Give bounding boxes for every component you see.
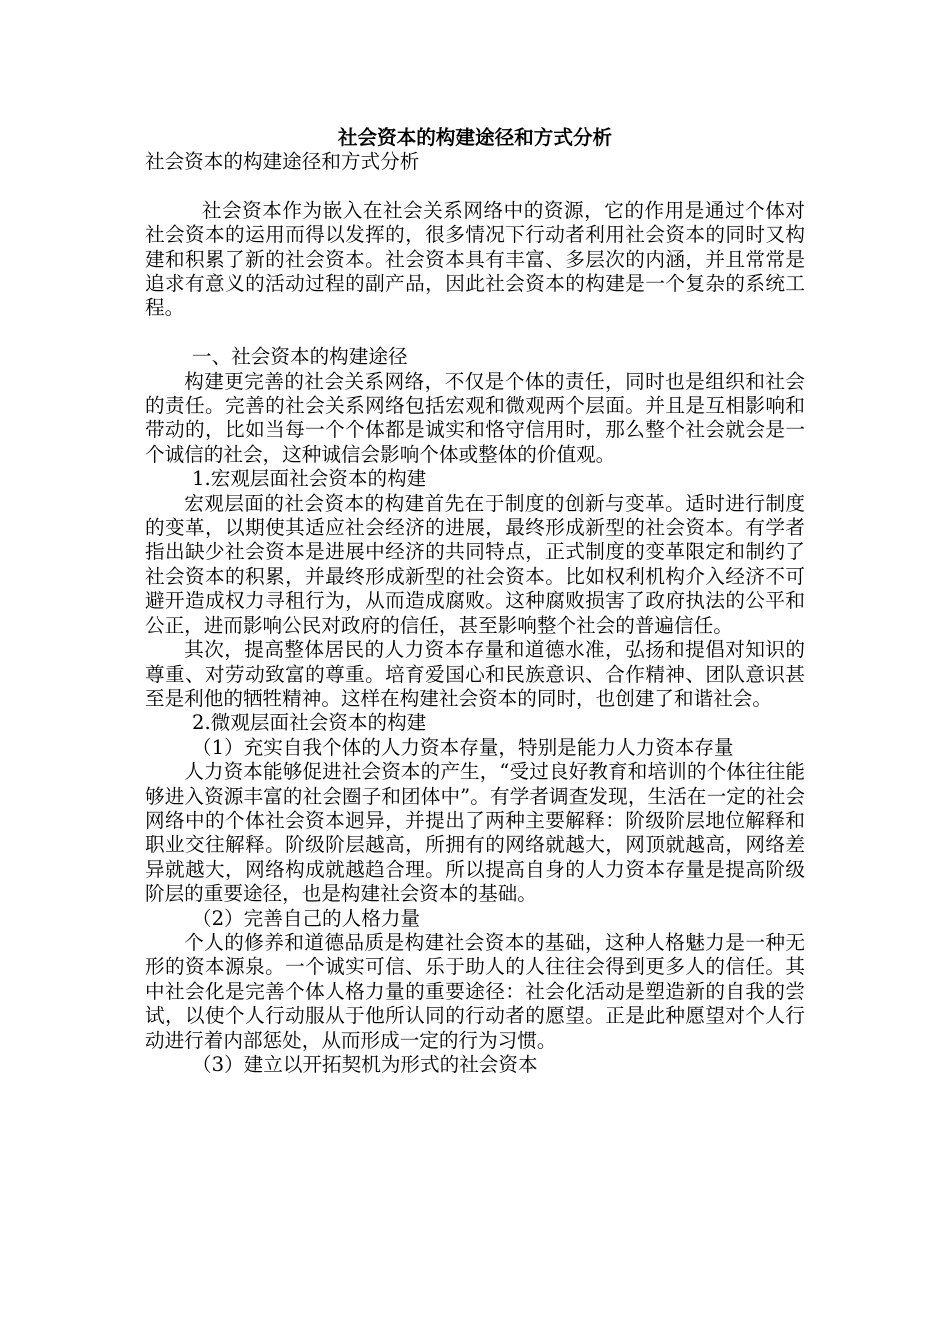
micro-paragraph-1: 人力资本能够促进社会资本的产生，“受过良好教育和培训的个体往往能够进入资源丰富的社会圈子和团体中”。有学者调查发现，生活在一定的社会网络中的个体社会资本迥异，并提出了两种主要解释：阶级阶层地位解释和职业交往解释。阶级阶层越高，所拥有的网络就越大，网顶就越高，网络差异就越大，网络构成就越趋合理。所以提高自身的人力资本存量是提高阶级阶层的重要途径，也是构建社会资本的基础。 (145, 760, 805, 906)
micro-subheading-1: （1）充实自我个体的人力资本存量，特别是能力人力资本存量 (192, 735, 734, 759)
micro-subheading-3: （3）建立以开拓契机为形式的社会资本 (192, 1053, 538, 1076)
micro-subheading-2: （2）完善自己的人格力量 (192, 906, 421, 930)
section-heading: 一、社会资本的构建途径 (192, 345, 408, 369)
section-paragraph: 构建更完善的社会关系网络，不仅是个体的责任，同时也是组织和社会的责任。完善的社会关系网络包括宏观和微观两个层面。并且是互相影响和带动的，比如当每一个个体都是诚实和恪守信用时，那么整个社会就会是一个诚信的社会，这种诚信会影响个体或整体的价值观。 (145, 369, 805, 466)
document-body (145, 126, 805, 1077)
document-subtitle: 社会资本的构建途径和方式分析 (145, 150, 420, 173)
macro-paragraph-1: 宏观层面的社会资本的构建首先在于制度的创新与变革。适时进行制度的变革，以期使其适应社会经济的进展，最终形成新型的社会资本。有学者指出缺少社会资本是进展中经济的共同特点，正式制度的变革限定和制约了社会资本的积累，并最终形成新型的社会资本。比如权利机构介入经济不可避开造成权力寻租行为，从而造成腐败。这种腐败损害了政府执法的公平和公正，进而影响公民对政府的信任，甚至影响整个社会的普遍信任。 (145, 491, 805, 637)
intro-paragraph: 社会资本作为嵌入在社会关系网络中的资源，它的作用是通过个体对社会资本的运用而得以发挥的，很多情况下行动者利用社会资本的同时又构建和积累了新的社会资本。社会资本具有丰富、多层次的内涵，并且常常是追求有意义的活动过程的副产品，因此社会资本的构建是一个复杂的系统工程。 (145, 198, 805, 320)
macro-heading: 1.宏观层面社会资本的构建 (192, 467, 427, 491)
micro-paragraph-2: 个人的修养和道德品质是构建社会资本的基础，这种人格魅力是一种无形的资本源泉。一个诚实可信、乐于助人的人往往会得到更多人的信任。其中社会化是完善个体人格力量的重要途径：社会化活动是塑造新的自我的尝试，以使个人行动服从于他所认同的行动者的愿望。正是此种愿望对个人行动进行着内部惩处，从而形成一定的行为习惯。 (145, 930, 805, 1052)
document-title: 社会资本的构建途径和方式分析 (337, 126, 613, 149)
spacer (145, 174, 805, 198)
macro-paragraph-2: 其次，提高整体居民的人力资本存量和道德水准，弘扬和提倡对知识的尊重、对劳动致富的尊重。培育爱国心和民族意识、合作精神、团队意识甚至是利他的牺牲精神。这样在构建社会资本的同时，也创建了和谐社会。 (145, 638, 805, 710)
micro-heading: 2.微观层面社会资本的构建 (192, 711, 427, 735)
spacer (145, 321, 805, 345)
